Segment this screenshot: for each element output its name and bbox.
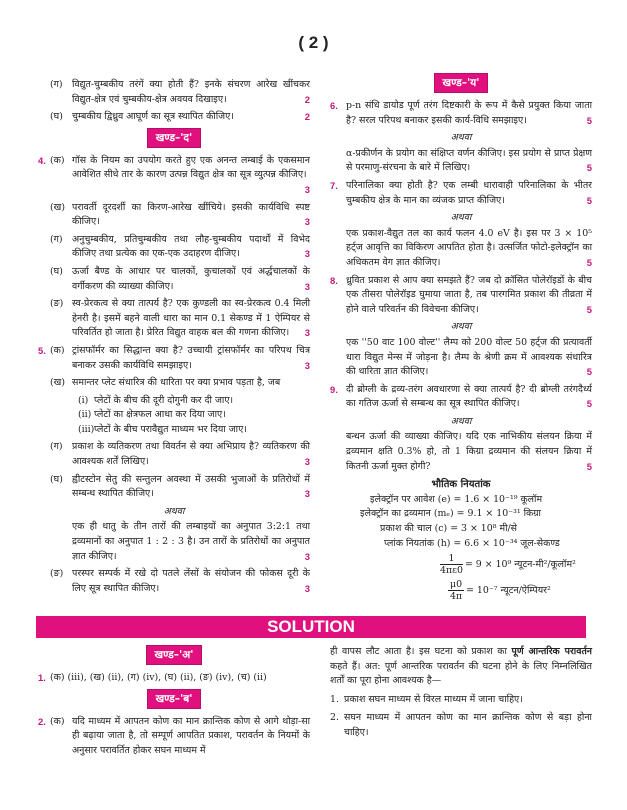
question-6 — [330, 99, 592, 128]
answer-text: (क) (iii), (ख) (ii), (ग) (iv), (घ) (ii), (ङ) (iv), (च) (ii) — [50, 672, 267, 683]
or-label: अथवा — [450, 321, 472, 333]
fraction-numerator: 1 — [440, 553, 463, 565]
section-heading-b: खण्ड–'ब' — [147, 689, 202, 709]
question-text: ऊर्जा बैण्ड के आधार पर चालकों, कुचालकों एवं अर्द्धचालकों के वर्गीकरण की व्याख्या कीजिए। — [72, 265, 310, 292]
question-3-gha — [38, 110, 310, 125]
question-text: परावर्ती दूरदर्शी का किरण-आरेख खींचिये। इसकी कार्यविधि स्पष्ट कीजिए। — [72, 201, 310, 228]
option-i — [38, 394, 310, 409]
sub-label: (ङ) — [50, 298, 64, 310]
option-text: प्लेटों के बीच की दूरी दोगुनी कर दी जाए। — [94, 394, 234, 406]
question-5-kha — [38, 376, 310, 391]
question-5-alternative — [38, 520, 310, 564]
answer-text: कहते हैं। अत: पूर्ण आन्तरिक परावर्तन की घटना होने के लिए निम्नलिखित शर्तों का पूरा होना आवश्यक है— — [330, 660, 592, 687]
question-5-ka — [38, 344, 310, 373]
constant-coulomb — [330, 553, 592, 576]
marks: 5 — [586, 460, 592, 472]
question-5-ga — [38, 440, 310, 469]
constant-planck: प्लांक नियतांक (h) = 6.6 × 10⁻³⁴ जूल-सेकण्ड — [384, 537, 560, 549]
constant-value: = 10⁻⁷ न्यूटन/ऐम्पियर² — [466, 585, 551, 597]
option-text: प्लेटों के बीच परावैद्युत माध्यम भर दिया जाए। — [94, 423, 247, 435]
question-text: विद्युत-चुम्बकीय तरंगें क्या होती हैं? इनके संचरण आरेख खींचकर विद्युत-क्षेत्र एवं चुम्बकीय-क्षेत्र अवयव दिखाइए। — [72, 79, 310, 105]
term-total-internal-reflection: पूर्ण आन्तरिक परावर्तन — [511, 646, 592, 657]
question-text: परस्पर सम्पर्क में रखे दो पतले लेंसों के संयोजन की फोकस दूरी के लिए सूत्र स्थापित कीजिए। — [72, 568, 310, 594]
question-6-alternative — [330, 147, 592, 176]
marks: 5 — [586, 303, 592, 315]
question-text: दी ब्रोग्ली के द्रव्य-तरंग अवधारणा से क्या तात्पर्य है? दी ब्रोग्ली तरंगदैर्ध्य का गतिज ऊर्जा से सम्बन्ध का सूत्र स्थापित कीजिए। — [346, 383, 592, 410]
sub-label: (ख) — [50, 377, 65, 389]
condition-item — [330, 693, 592, 708]
question-text: बन्धन ऊर्जा की व्याख्या कीजिए। यदि एक नाभिकीय संलयन क्रिया में द्रव्यमान क्षति 0.3% हो, तो 1 किग्रा द्रव्यमान की संलयन क्रिया में कितनी ऊर्जा मुक्त होगी? — [346, 431, 592, 472]
fraction-numerator: μ0 — [450, 579, 463, 591]
question-9 — [330, 383, 592, 412]
solution-banner: SOLUTION — [36, 616, 586, 638]
solution-right-column — [330, 645, 592, 741]
question-7-alternative — [330, 227, 592, 271]
section-heading-d: खण्ड–'द' — [147, 128, 201, 148]
question-7 — [330, 179, 592, 208]
section-heading-a: खण्ड–'अ' — [146, 645, 203, 665]
right-column — [330, 70, 592, 602]
constant-speed-of-light: प्रकाश की चाल (c) = 3 × 10⁸ मी/से — [380, 523, 518, 535]
option-label: (ii) — [78, 409, 92, 421]
answer-1 — [38, 671, 310, 686]
question-text: एक ''50 वाट 100 वोल्ट'' लैम्प को 200 वोल्ट 50 हर्ट्ज की प्रत्यावर्ती धारा विद्युत मेन्स में जोड़ना है। लैम्प के श्रेणी क्रम में आवश्यक संधारित्र की धारिता ज्ञात कीजिए। — [346, 336, 592, 378]
question-text: प्रकाश के व्यतिकरण तथा विवर्तन से क्या अभिप्राय है? व्यतिकरण की आवश्यक शर्तें लिखिए। — [72, 441, 310, 468]
question-number: 6. — [330, 100, 338, 111]
sub-label: (क) — [50, 715, 65, 727]
sub-label: (घ) — [50, 265, 63, 277]
sub-label: (घ) — [50, 473, 63, 485]
question-number: 4. — [38, 154, 46, 166]
constant-electron-mass: इलेक्ट्रॉन का द्रव्यमान (mₑ) = 9.1 × 10⁻³¹ किग्रा — [360, 508, 541, 520]
question-4-nga — [38, 297, 310, 341]
marks: 2 — [304, 111, 310, 123]
marks: 5 — [586, 194, 592, 206]
answer-text: ही वापस लौट आता है। इस घटना को प्रकाश का — [330, 646, 512, 657]
marks: 3 — [304, 183, 310, 195]
option-iii — [38, 423, 310, 438]
question-4-gha — [38, 265, 310, 294]
question-number: 9. — [330, 383, 338, 395]
option-label: (i) — [78, 394, 89, 406]
question-text: गॉस के नियम का उपयोग करते हुए एक अनन्त लम्बाई के एकसमान आवेशित सीधे तार के कारण उत्पन्न विद्युत क्षेत्र का सूत्र व्युत्पन्न कीजिए। — [72, 154, 310, 181]
marks: 5 — [586, 366, 592, 378]
marks: 3 — [304, 280, 310, 292]
sub-label: (ग) — [50, 233, 63, 245]
option-ii — [38, 408, 310, 423]
question-9-alternative — [330, 430, 592, 474]
question-8-alternative — [330, 336, 592, 380]
question-text: p-n संधि डायोड पूर्ण तरंग दिष्टकारी के रूप में कैसे प्रयुक्त किया जाता है? सरल परिपथ बनाकर इसकी कार्य-विधि समझाइए। — [346, 100, 592, 126]
question-4-ka — [38, 154, 310, 198]
question-text: अनुचुम्बकीय, प्रतिचुम्बकीय तथा लौह-चुम्बकीय पदार्थों में विभेद कीजिए तथा प्रत्येक का एक-एक उदाहरण दीजिए। — [72, 233, 310, 260]
marks: 5 — [586, 398, 592, 410]
question-text: ह्वीटस्टोन सेतु की सन्तुलन अवस्था में उसकी भुजाओं के प्रतिरोधों में सम्बन्ध स्थापित कीजिए। — [72, 473, 310, 500]
answer-2-ka — [38, 715, 310, 759]
marks: 3 — [304, 582, 310, 594]
answer-2-continued — [330, 645, 592, 689]
marks: 3 — [304, 327, 310, 339]
question-text: समान्तर प्लेट संधारित्र की धारिता पर क्या प्रभाव पड़ता है, जब — [72, 377, 281, 389]
condition-item — [330, 711, 592, 740]
answer-number: 2. — [38, 715, 46, 727]
answer-text: यदि माध्यम में आपतन कोण का मान क्रान्तिक कोण से आगे थोड़ा-सा ही बढ़ाया जाता है, तो सम्पूर्ण आपतित प्रकाश, परावर्तन के नियमों के अनुसार परावर्तित होकर सघन माध्यम में — [72, 715, 310, 756]
left-column — [38, 78, 310, 599]
fraction — [448, 579, 464, 602]
question-text: स्व-प्रेरकत्व से क्या तात्पर्य है? एक कुण्डली का स्व-प्रेरकत्व 0.4 मिली हेनरी है। इसमें बहने वाली धारा का मान 0.1 सेकण्ड में 1 ऐम्पियर से परिवर्तित हो जाता है। प्रेरित विद्युत वाहक बल की गणना कीजिए। — [72, 298, 310, 339]
question-text: एक ही धातु के तीन तारों की लम्बाइयों का अनुपात 3:2:1 तथा द्रव्यमानों का अनुपात 1 : 2 : 3 है। उन तारों के प्रतिरोधों का अनुपात ज्ञात कीजिए। — [72, 521, 310, 562]
marks: 3 — [304, 359, 310, 371]
condition-number: 2. — [330, 712, 339, 724]
marks: 3 — [304, 456, 310, 468]
sub-label: (ङ) — [50, 568, 64, 580]
section-heading-y: खण्ड–'य' — [434, 73, 489, 93]
or-label: अथवा — [163, 505, 185, 517]
sub-label: (ग) — [50, 79, 63, 90]
option-text: प्लेटों का क्षेत्रफल आधा कर दिया जाए। — [94, 409, 226, 421]
question-5-nga — [38, 567, 310, 596]
marks: 5 — [586, 162, 592, 174]
question-text: चुम्बकीय द्विध्रुव आघूर्ण का सूत्र स्थापित कीजिए। — [72, 111, 234, 123]
marks: 5 — [586, 114, 592, 126]
option-label: (iii) — [78, 423, 95, 435]
marks: 3 — [304, 216, 310, 228]
or-label: अथवा — [450, 212, 472, 224]
or-label: अथवा — [450, 415, 472, 427]
constant-electron-charge: इलेक्ट्रॉन पर आवेश (e) = 1.6 × 10⁻¹⁹ कूलॉम — [370, 493, 543, 505]
question-4-kha — [38, 201, 310, 230]
answer-number: 1. — [38, 672, 46, 683]
sub-label: (क) — [50, 344, 65, 356]
sub-label: (ग) — [50, 441, 63, 453]
question-5-gha — [38, 473, 310, 502]
fraction-denominator: 4π — [449, 591, 463, 603]
question-text: ध्रुवित प्रकाश से आप क्या समझते हैं? जब दो क्रॉसित पोलेरॉइडों के बीच एक तीसरा पोलेरॉइड घुमाया जाता है, तब पारगमित प्रकाश की तीव्रता में होने वाले परिवर्तन की विवेचना कीजिए। — [346, 274, 592, 315]
page-number: ( 2 ) — [298, 33, 329, 52]
marks: 5 — [586, 256, 592, 268]
question-text: एक प्रकाश-वैद्युत तल का कार्य फलन 4.0 eV है। इस पर 3 × 10⁵ हर्ट्ज आवृत्ति का विकिरण आपतित होता है। उत्सर्जित फोटो-इलेक्ट्रॉन का अधिकतम वेग ज्ञात कीजिए। — [346, 227, 592, 268]
question-number: 5. — [38, 344, 46, 356]
condition-number: 1. — [330, 693, 339, 705]
solution-left-column — [38, 642, 310, 761]
constant-value: = 9 × 10⁹ न्यूटन-मी²/कूलॉम² — [464, 559, 576, 571]
constant-permeability — [330, 579, 592, 602]
or-label: अथवा — [450, 132, 472, 144]
sub-label: (घ) — [50, 111, 63, 123]
question-number: 8. — [330, 274, 338, 286]
question-text: α-प्रकीर्णन के प्रयोग का संक्षिप्त वर्णन कीजिए। इस प्रयोग से प्राप्त प्रेक्षण से परमाणु-संरचना के बारे में लिखिए। — [346, 147, 592, 174]
marks: 2 — [304, 93, 310, 105]
fraction — [440, 553, 463, 576]
physical-constants-title: भौतिक नियतांक — [431, 479, 491, 491]
marks: 3 — [304, 550, 310, 562]
condition-text: सघन माध्यम में आपतन कोण का मान क्रान्तिक कोण से बड़ा होना चाहिए। — [344, 712, 592, 738]
question-number: 7. — [330, 179, 338, 191]
marks: 3 — [304, 488, 310, 500]
condition-text: प्रकाश सघन माध्यम से विरल माध्यम में जाना चाहिए। — [344, 693, 523, 705]
question-4-ga — [38, 233, 310, 262]
question-text: ट्रांसफॉर्मर का सिद्धान्त क्या है? उच्चायी ट्रांसफॉर्मर का परिपथ चित्र बनाकर उसकी कार्यविधि समझाइए। — [72, 344, 310, 371]
marks: 3 — [304, 248, 310, 260]
sub-label: (ख) — [50, 201, 65, 213]
sub-label: (क) — [50, 154, 65, 166]
question-3-ga — [38, 78, 310, 107]
question-8 — [330, 274, 592, 318]
fraction-denominator: 4πε0 — [440, 565, 463, 577]
question-text: परिनालिका क्या होती है? एक लम्बी धारावाही परिनालिका के भीतर चुम्बकीय क्षेत्र के मान का व्यंजक प्राप्त कीजिए। — [346, 179, 592, 206]
